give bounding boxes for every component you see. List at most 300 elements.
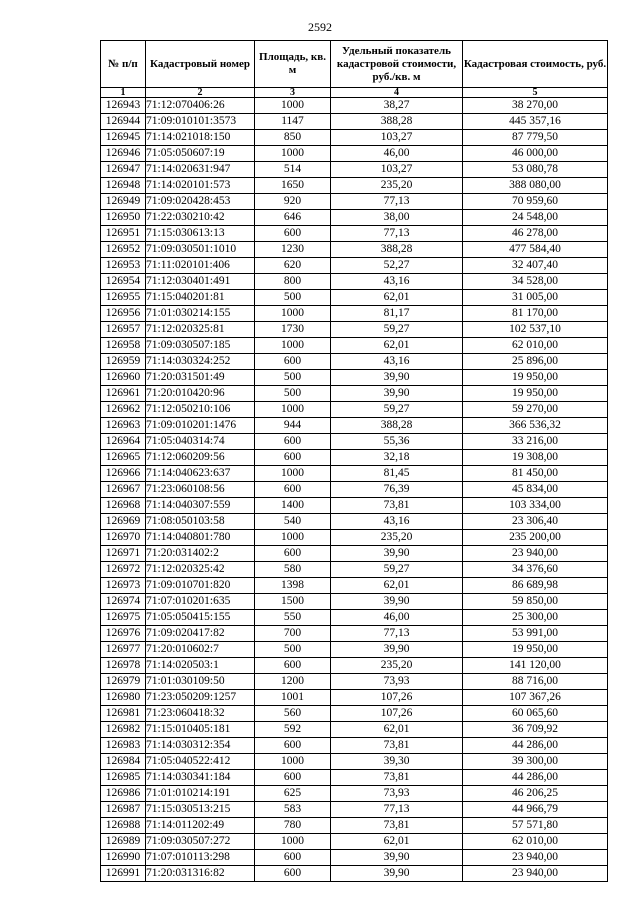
area-cell: 1000 (255, 466, 331, 482)
cadastral-number-cell: 71:05:040314:74 (146, 434, 255, 450)
area-cell: 1730 (255, 322, 331, 338)
area-cell: 625 (255, 786, 331, 802)
row-number-cell: 126947 (101, 162, 146, 178)
specific-value-cell: 62,01 (331, 290, 463, 306)
area-cell: 580 (255, 562, 331, 578)
specific-value-cell: 73,81 (331, 770, 463, 786)
specific-value-cell: 39,90 (331, 546, 463, 562)
header-row-number: № п/п (101, 41, 146, 88)
row-number-cell: 126949 (101, 194, 146, 210)
specific-value-cell: 107,26 (331, 706, 463, 722)
cadastral-number-cell: 71:12:020325:81 (146, 322, 255, 338)
row-number-cell: 126977 (101, 642, 146, 658)
cadastral-number-cell: 71:12:060209:56 (146, 450, 255, 466)
row-number-cell: 126968 (101, 498, 146, 514)
table-row (101, 738, 608, 754)
table-row (101, 146, 608, 162)
cadastral-value-cell: 60 065,60 (463, 706, 608, 722)
cadastral-value-cell: 31 005,00 (463, 290, 608, 306)
specific-value-cell: 77,13 (331, 226, 463, 242)
table-row (101, 322, 608, 338)
table-row (101, 354, 608, 370)
row-number-cell: 126952 (101, 242, 146, 258)
specific-value-cell: 46,00 (331, 146, 463, 162)
cadastral-value-cell: 107 367,26 (463, 690, 608, 706)
row-number-cell: 126991 (101, 866, 146, 882)
row-number-cell: 126981 (101, 706, 146, 722)
row-number-cell: 126980 (101, 690, 146, 706)
cadastral-number-cell: 71:20:031402:2 (146, 546, 255, 562)
specific-value-cell: 77,13 (331, 194, 463, 210)
cadastral-number-cell: 71:08:050103:58 (146, 514, 255, 530)
area-cell: 600 (255, 546, 331, 562)
cadastral-number-cell: 71:11:020101:406 (146, 258, 255, 274)
area-cell: 920 (255, 194, 331, 210)
cadastral-value-cell: 62 010,00 (463, 834, 608, 850)
cadastral-number-cell: 71:15:030513:215 (146, 802, 255, 818)
table-row (101, 290, 608, 306)
area-cell: 700 (255, 626, 331, 642)
cadastral-value-cell: 102 537,10 (463, 322, 608, 338)
cadastral-number-cell: 71:23:050209:1257 (146, 690, 255, 706)
table-row (101, 242, 608, 258)
cadastral-value-cell: 141 120,00 (463, 658, 608, 674)
cadastral-value-cell: 32 407,40 (463, 258, 608, 274)
cadastral-value-cell: 36 709,92 (463, 722, 608, 738)
area-cell: 560 (255, 706, 331, 722)
row-number-cell: 126976 (101, 626, 146, 642)
row-number-cell: 126946 (101, 146, 146, 162)
area-cell: 620 (255, 258, 331, 274)
table-row (101, 818, 608, 834)
table-row (101, 674, 608, 690)
specific-value-cell: 388,28 (331, 242, 463, 258)
row-number-cell: 126987 (101, 802, 146, 818)
cadastral-value-cell: 23 306,40 (463, 514, 608, 530)
specific-value-cell: 107,26 (331, 690, 463, 706)
cadastral-value-cell: 24 548,00 (463, 210, 608, 226)
area-cell: 800 (255, 274, 331, 290)
specific-value-cell: 76,39 (331, 482, 463, 498)
specific-value-cell: 52,27 (331, 258, 463, 274)
cadastral-number-cell: 71:20:031501:49 (146, 370, 255, 386)
area-cell: 600 (255, 450, 331, 466)
table-row (101, 578, 608, 594)
specific-value-cell: 235,20 (331, 658, 463, 674)
cadastral-number-cell: 71:07:010113:298 (146, 850, 255, 866)
area-cell: 1000 (255, 306, 331, 322)
specific-value-cell: 59,27 (331, 562, 463, 578)
row-number-cell: 126972 (101, 562, 146, 578)
specific-value-cell: 38,00 (331, 210, 463, 226)
cadastral-value-cell: 23 940,00 (463, 546, 608, 562)
row-number-cell: 126973 (101, 578, 146, 594)
table-row (101, 834, 608, 850)
cadastral-value-cell: 235 200,00 (463, 530, 608, 546)
cadastral-number-cell: 71:12:020325:42 (146, 562, 255, 578)
area-cell: 500 (255, 290, 331, 306)
table-row (101, 626, 608, 642)
cadastral-number-cell: 71:09:010201:1476 (146, 418, 255, 434)
cadastral-number-cell: 71:23:060108:56 (146, 482, 255, 498)
cadastral-number-cell: 71:12:070406:26 (146, 98, 255, 114)
specific-value-cell: 81,45 (331, 466, 463, 482)
header-specific-value: Удельный показатель кадастровой стоимости, руб./кв. м (331, 41, 463, 88)
specific-value-cell: 73,81 (331, 738, 463, 754)
area-cell: 500 (255, 386, 331, 402)
area-cell: 540 (255, 514, 331, 530)
specific-value-cell: 39,90 (331, 386, 463, 402)
cadastral-number-cell: 71:05:050607:19 (146, 146, 255, 162)
row-number-cell: 126990 (101, 850, 146, 866)
area-cell: 500 (255, 370, 331, 386)
cadastral-value-cell: 46 206,25 (463, 786, 608, 802)
cadastral-number-cell: 71:20:031316:82 (146, 866, 255, 882)
cadastral-value-cell: 62 010,00 (463, 338, 608, 354)
area-cell: 550 (255, 610, 331, 626)
cadastral-number-cell: 71:01:010214:191 (146, 786, 255, 802)
row-number-cell: 126988 (101, 818, 146, 834)
table-row (101, 130, 608, 146)
row-number-cell: 126943 (101, 98, 146, 114)
specific-value-cell: 77,13 (331, 802, 463, 818)
table-row (101, 514, 608, 530)
row-number-cell: 126970 (101, 530, 146, 546)
cadastral-number-cell: 71:15:030613:13 (146, 226, 255, 242)
cadastral-number-cell: 71:09:030501:1010 (146, 242, 255, 258)
cadastral-value-cell: 19 308,00 (463, 450, 608, 466)
specific-value-cell: 43,16 (331, 354, 463, 370)
table-row (101, 194, 608, 210)
cadastral-number-cell: 71:23:060418:32 (146, 706, 255, 722)
table-row (101, 610, 608, 626)
row-number-cell: 126963 (101, 418, 146, 434)
table-row (101, 546, 608, 562)
table-row (101, 98, 608, 114)
cadastral-number-cell: 71:14:020631:947 (146, 162, 255, 178)
table-row (101, 466, 608, 482)
specific-value-cell: 39,90 (331, 866, 463, 882)
specific-value-cell: 388,28 (331, 114, 463, 130)
specific-value-cell: 62,01 (331, 338, 463, 354)
cadastral-number-cell: 71:20:010420:96 (146, 386, 255, 402)
row-number-cell: 126951 (101, 226, 146, 242)
cadastral-number-cell: 71:09:020428:453 (146, 194, 255, 210)
cadastral-value-cell: 34 528,00 (463, 274, 608, 290)
row-number-cell: 126979 (101, 674, 146, 690)
specific-value-cell: 235,20 (331, 178, 463, 194)
cadastral-value-cell: 366 536,32 (463, 418, 608, 434)
cadastral-number-cell: 71:12:030401:491 (146, 274, 255, 290)
cadastral-value-cell: 46 000,00 (463, 146, 608, 162)
header-cadastral-value: Кадастровая стоимость, руб. (463, 41, 608, 88)
cadastral-value-cell: 70 959,60 (463, 194, 608, 210)
area-cell: 600 (255, 434, 331, 450)
cadastral-value-cell: 81 170,00 (463, 306, 608, 322)
specific-value-cell: 62,01 (331, 834, 463, 850)
table-row (101, 850, 608, 866)
specific-value-cell: 62,01 (331, 722, 463, 738)
row-number-cell: 126982 (101, 722, 146, 738)
table-row (101, 530, 608, 546)
specific-value-cell: 43,16 (331, 274, 463, 290)
area-cell: 1000 (255, 402, 331, 418)
table-row (101, 706, 608, 722)
cadastral-number-cell: 71:05:040522:412 (146, 754, 255, 770)
row-number-cell: 126966 (101, 466, 146, 482)
row-number-cell: 126961 (101, 386, 146, 402)
column-number: 3 (255, 88, 331, 98)
table-row (101, 802, 608, 818)
table-row (101, 594, 608, 610)
cadastral-number-cell: 71:05:050415:155 (146, 610, 255, 626)
header-area: Площадь, кв. м (255, 41, 331, 88)
specific-value-cell: 59,27 (331, 322, 463, 338)
specific-value-cell: 73,93 (331, 674, 463, 690)
table-row (101, 210, 608, 226)
cadastral-value-cell: 23 940,00 (463, 866, 608, 882)
cadastral-value-cell: 38 270,00 (463, 98, 608, 114)
specific-value-cell: 46,00 (331, 610, 463, 626)
row-number-cell: 126956 (101, 306, 146, 322)
specific-value-cell: 59,27 (331, 402, 463, 418)
table-row (101, 338, 608, 354)
cadastral-value-cell: 53 991,00 (463, 626, 608, 642)
specific-value-cell: 39,90 (331, 594, 463, 610)
cadastral-number-cell: 71:15:010405:181 (146, 722, 255, 738)
cadastral-value-cell: 86 689,98 (463, 578, 608, 594)
row-number-cell: 126962 (101, 402, 146, 418)
row-number-cell: 126971 (101, 546, 146, 562)
cadastral-number-cell: 71:09:020417:82 (146, 626, 255, 642)
cadastral-number-cell: 71:09:030507:185 (146, 338, 255, 354)
row-number-cell: 126975 (101, 610, 146, 626)
area-cell: 583 (255, 802, 331, 818)
cadastral-value-cell: 88 716,00 (463, 674, 608, 690)
specific-value-cell: 39,90 (331, 370, 463, 386)
column-number: 5 (463, 88, 608, 98)
row-number-cell: 126960 (101, 370, 146, 386)
table-body (101, 98, 608, 882)
table-row (101, 786, 608, 802)
cadastral-number-cell: 71:14:040623:637 (146, 466, 255, 482)
specific-value-cell: 73,81 (331, 818, 463, 834)
area-cell: 1001 (255, 690, 331, 706)
cadastral-number-cell: 71:12:050210:106 (146, 402, 255, 418)
area-cell: 1400 (255, 498, 331, 514)
cadastral-value-cell: 25 896,00 (463, 354, 608, 370)
cadastral-number-cell: 71:01:030109:50 (146, 674, 255, 690)
table-row (101, 226, 608, 242)
table-row (101, 402, 608, 418)
table-row (101, 562, 608, 578)
area-cell: 600 (255, 738, 331, 754)
specific-value-cell: 235,20 (331, 530, 463, 546)
cadastral-value-cell: 59 850,00 (463, 594, 608, 610)
area-cell: 1000 (255, 98, 331, 114)
cadastral-value-cell: 53 080,78 (463, 162, 608, 178)
cadastral-value-cell: 23 940,00 (463, 850, 608, 866)
area-cell: 1000 (255, 754, 331, 770)
cadastral-value-cell: 34 376,60 (463, 562, 608, 578)
table-row (101, 754, 608, 770)
cadastral-value-table (100, 40, 608, 882)
row-number-cell: 126967 (101, 482, 146, 498)
table-row (101, 498, 608, 514)
specific-value-cell: 73,93 (331, 786, 463, 802)
page-number: 2592 (308, 20, 332, 34)
area-cell: 1000 (255, 530, 331, 546)
specific-value-cell: 103,27 (331, 162, 463, 178)
cadastral-value-cell: 25 300,00 (463, 610, 608, 626)
cadastral-value-cell: 39 300,00 (463, 754, 608, 770)
row-number-cell: 126959 (101, 354, 146, 370)
cadastral-number-cell: 71:14:030324:252 (146, 354, 255, 370)
cadastral-number-cell: 71:09:030507:272 (146, 834, 255, 850)
area-cell: 514 (255, 162, 331, 178)
area-cell: 600 (255, 658, 331, 674)
table-row (101, 770, 608, 786)
header-cadastral-number: Кадастровый номер (146, 41, 255, 88)
cadastral-value-cell: 44 286,00 (463, 738, 608, 754)
area-cell: 1147 (255, 114, 331, 130)
specific-value-cell: 103,27 (331, 130, 463, 146)
specific-value-cell: 388,28 (331, 418, 463, 434)
area-cell: 850 (255, 130, 331, 146)
row-number-cell: 126964 (101, 434, 146, 450)
row-number-cell: 126978 (101, 658, 146, 674)
area-cell: 780 (255, 818, 331, 834)
table-row (101, 162, 608, 178)
header-row (101, 41, 608, 88)
specific-value-cell: 39,90 (331, 642, 463, 658)
cadastral-number-cell: 71:09:010701:820 (146, 578, 255, 594)
area-cell: 600 (255, 866, 331, 882)
cadastral-number-cell: 71:14:020503:1 (146, 658, 255, 674)
specific-value-cell: 32,18 (331, 450, 463, 466)
area-cell: 1000 (255, 338, 331, 354)
specific-value-cell: 81,17 (331, 306, 463, 322)
row-number-cell: 126985 (101, 770, 146, 786)
table-row (101, 866, 608, 882)
cadastral-number-cell: 71:15:040201:81 (146, 290, 255, 306)
table-row (101, 434, 608, 450)
cadastral-number-cell: 71:07:010201:635 (146, 594, 255, 610)
specific-value-cell: 43,16 (331, 514, 463, 530)
specific-value-cell: 55,36 (331, 434, 463, 450)
area-cell: 944 (255, 418, 331, 434)
row-number-cell: 126989 (101, 834, 146, 850)
table-row (101, 370, 608, 386)
row-number-cell: 126954 (101, 274, 146, 290)
cadastral-value-cell: 45 834,00 (463, 482, 608, 498)
row-number-cell: 126984 (101, 754, 146, 770)
table-row (101, 722, 608, 738)
table-row (101, 178, 608, 194)
area-cell: 1650 (255, 178, 331, 194)
cadastral-number-cell: 71:22:030210:42 (146, 210, 255, 226)
cadastral-value-cell: 46 278,00 (463, 226, 608, 242)
row-number-cell: 126969 (101, 514, 146, 530)
cadastral-value-cell: 59 270,00 (463, 402, 608, 418)
area-cell: 1398 (255, 578, 331, 594)
row-number-cell: 126986 (101, 786, 146, 802)
area-cell: 500 (255, 642, 331, 658)
table-row (101, 482, 608, 498)
row-number-cell: 126974 (101, 594, 146, 610)
row-number-cell: 126983 (101, 738, 146, 754)
table-row (101, 418, 608, 434)
cadastral-value-cell: 388 080,00 (463, 178, 608, 194)
area-cell: 600 (255, 770, 331, 786)
row-number-cell: 126965 (101, 450, 146, 466)
cadastral-number-cell: 71:14:030312:354 (146, 738, 255, 754)
cadastral-number-cell: 71:09:010101:3573 (146, 114, 255, 130)
table-row (101, 258, 608, 274)
area-cell: 1200 (255, 674, 331, 690)
cadastral-value-cell: 87 779,50 (463, 130, 608, 146)
cadastral-value-cell: 57 571,80 (463, 818, 608, 834)
area-cell: 592 (255, 722, 331, 738)
specific-value-cell: 39,90 (331, 850, 463, 866)
table-row (101, 114, 608, 130)
row-number-cell: 126948 (101, 178, 146, 194)
row-number-cell: 126945 (101, 130, 146, 146)
row-number-cell: 126953 (101, 258, 146, 274)
column-number-row (101, 88, 608, 98)
area-cell: 600 (255, 850, 331, 866)
area-cell: 1000 (255, 146, 331, 162)
specific-value-cell: 77,13 (331, 626, 463, 642)
area-cell: 600 (255, 482, 331, 498)
area-cell: 1000 (255, 834, 331, 850)
table-row (101, 690, 608, 706)
table-row (101, 386, 608, 402)
row-number-cell: 126944 (101, 114, 146, 130)
row-number-cell: 126957 (101, 322, 146, 338)
cadastral-number-cell: 71:14:021018:150 (146, 130, 255, 146)
cadastral-value-cell: 19 950,00 (463, 642, 608, 658)
specific-value-cell: 39,30 (331, 754, 463, 770)
column-number: 2 (146, 88, 255, 98)
area-cell: 1500 (255, 594, 331, 610)
cadastral-value-cell: 19 950,00 (463, 370, 608, 386)
table-row (101, 274, 608, 290)
row-number-cell: 126950 (101, 210, 146, 226)
cadastral-value-cell: 103 334,00 (463, 498, 608, 514)
cadastral-number-cell: 71:01:030214:155 (146, 306, 255, 322)
specific-value-cell: 38,27 (331, 98, 463, 114)
table-row (101, 642, 608, 658)
area-cell: 646 (255, 210, 331, 226)
cadastral-number-cell: 71:14:040307:559 (146, 498, 255, 514)
row-number-cell: 126958 (101, 338, 146, 354)
cadastral-number-cell: 71:14:040801:780 (146, 530, 255, 546)
area-cell: 600 (255, 354, 331, 370)
cadastral-value-cell: 19 950,00 (463, 386, 608, 402)
cadastral-value-cell: 44 286,00 (463, 770, 608, 786)
table-row (101, 658, 608, 674)
cadastral-value-cell: 44 966,79 (463, 802, 608, 818)
column-number: 1 (101, 88, 146, 98)
table-row (101, 306, 608, 322)
row-number-cell: 126955 (101, 290, 146, 306)
table-header (101, 41, 608, 98)
cadastral-number-cell: 71:14:020101:573 (146, 178, 255, 194)
cadastral-value-cell: 33 216,00 (463, 434, 608, 450)
cadastral-number-cell: 71:14:030341:184 (146, 770, 255, 786)
specific-value-cell: 62,01 (331, 578, 463, 594)
